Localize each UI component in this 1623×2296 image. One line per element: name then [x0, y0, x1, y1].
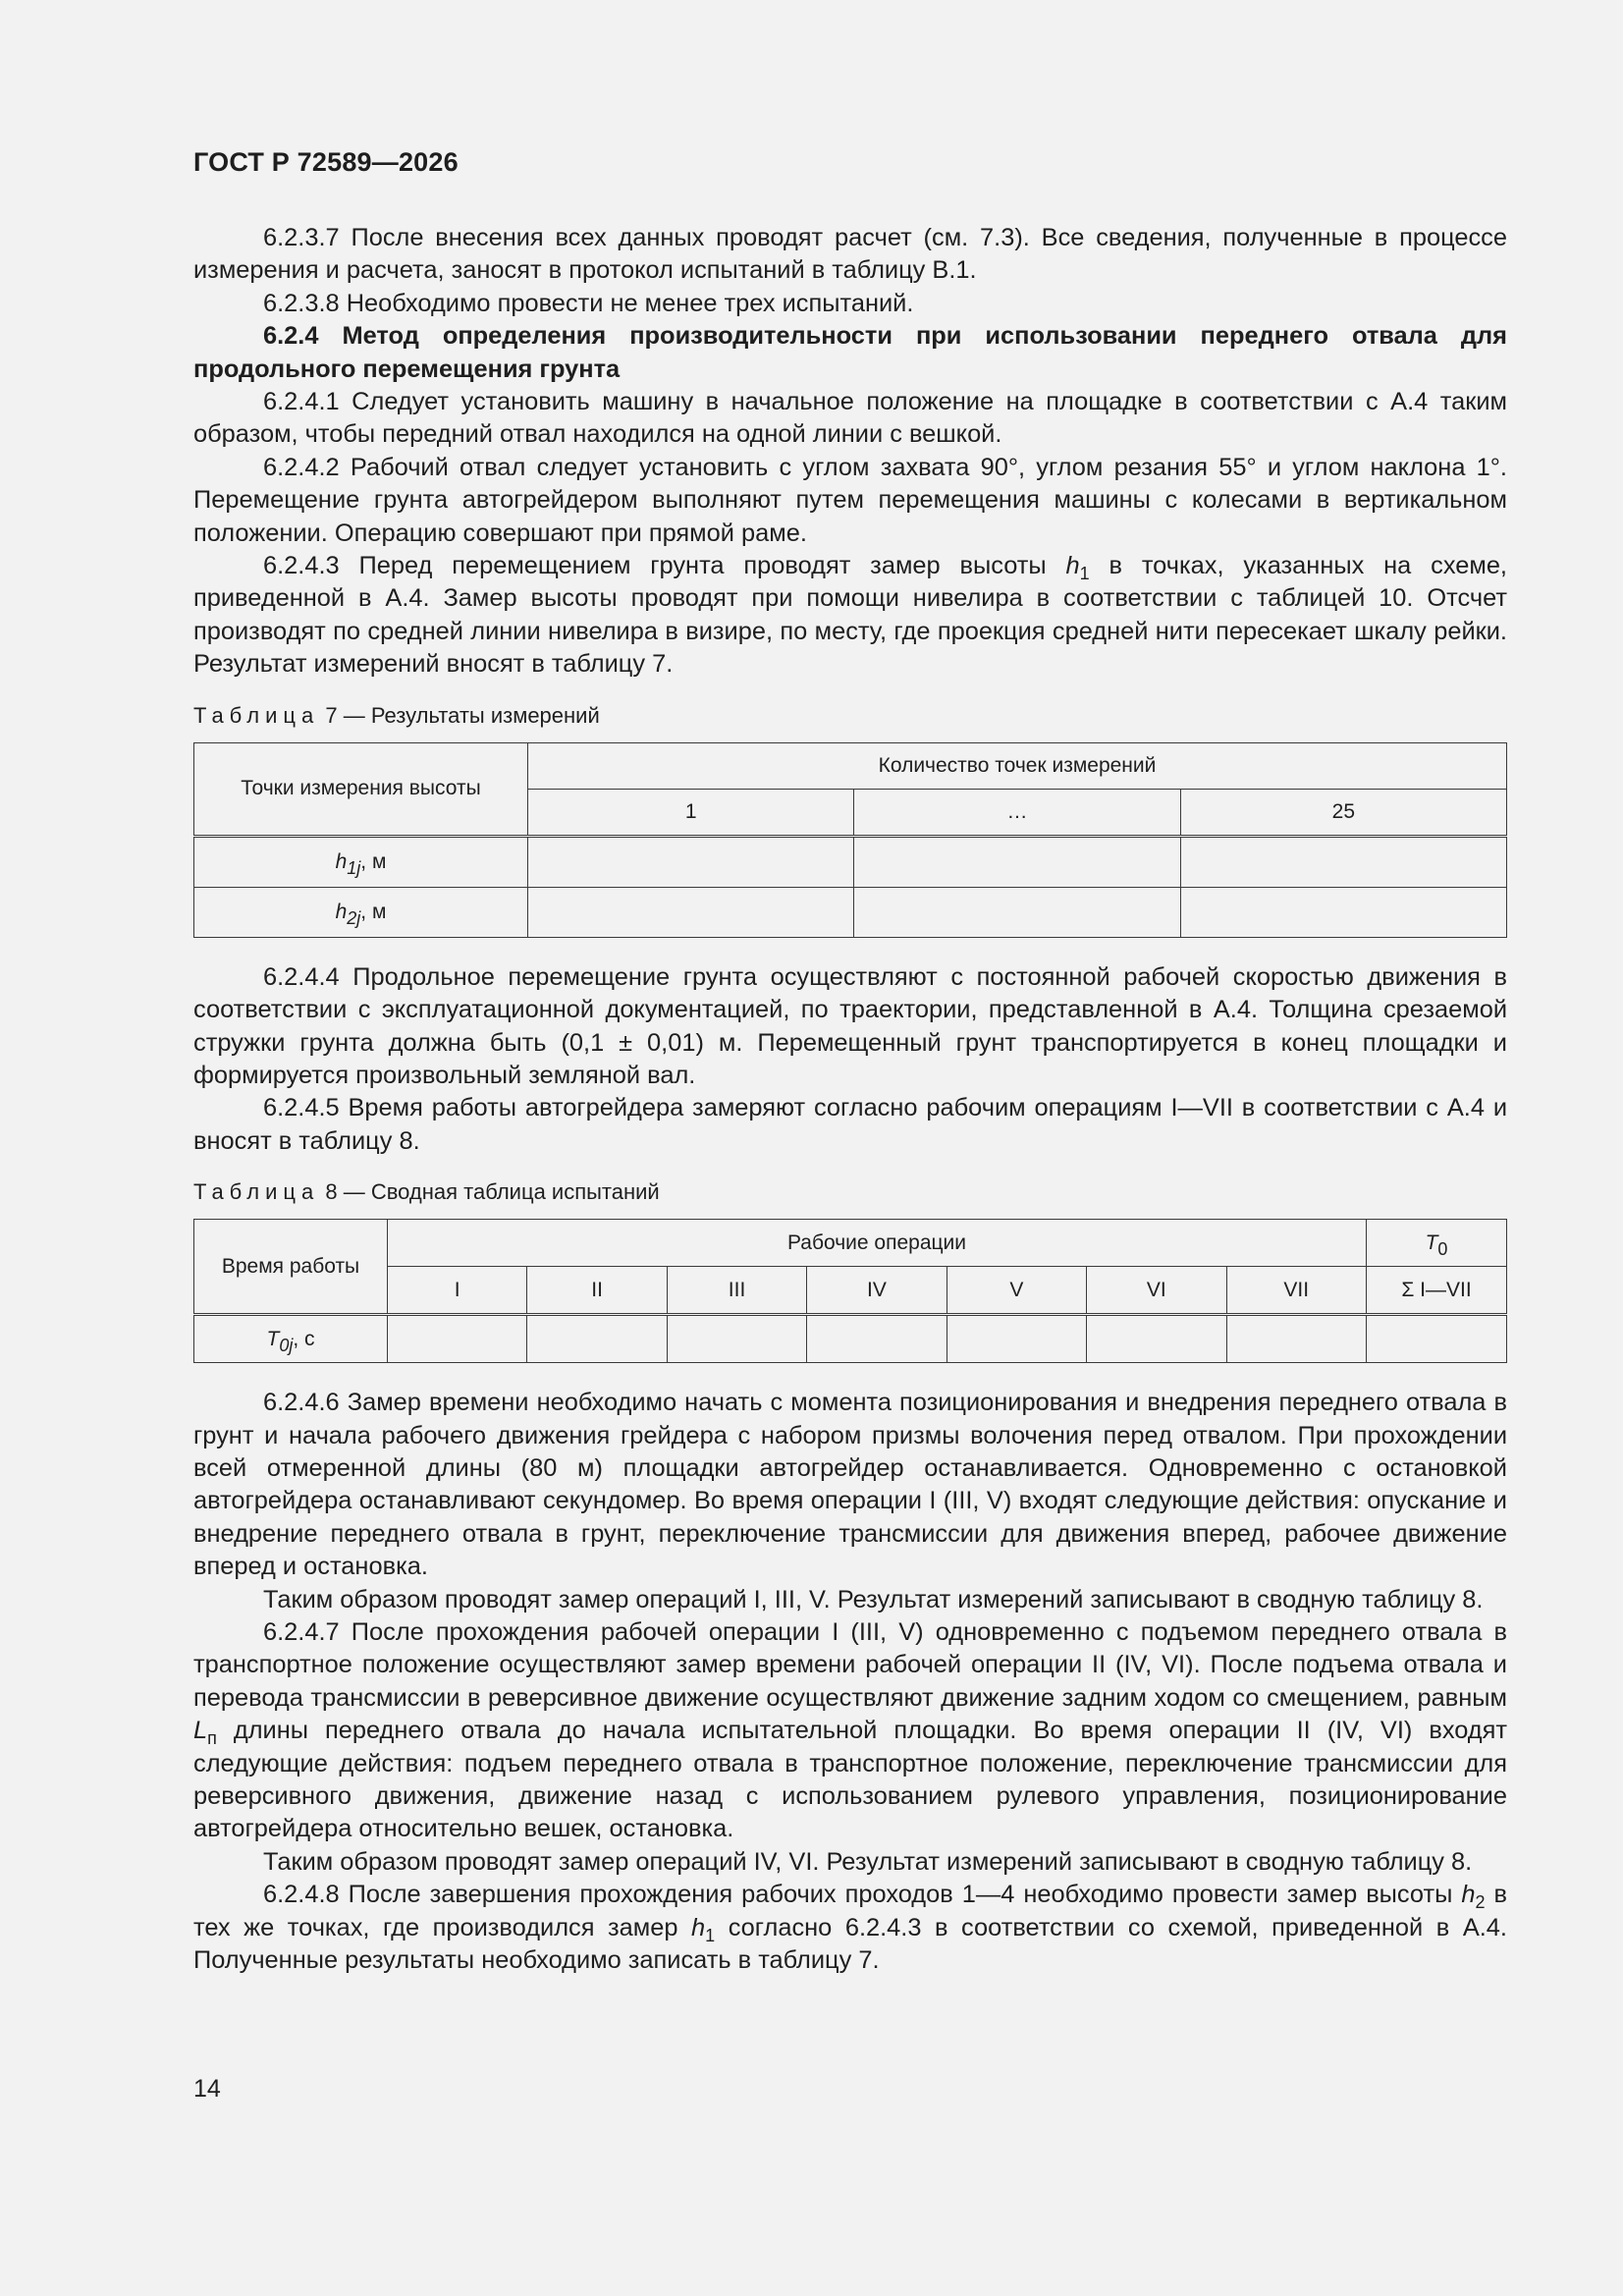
- table-cell: [1226, 1315, 1366, 1363]
- table-7-row-label: h2j, м: [194, 887, 528, 937]
- paragraph-6-2-4-2: 6.2.4.2 Рабочий отвал следует установить с углом захвата 90°, углом резания 55° и углом наклона 1°. Перемещение грунта автогрейдером выполняют путем перемещения машины с колесами в вертикальном положении. Операцию совершают при прямой раме.: [193, 453, 1507, 547]
- table-cell: [667, 1315, 806, 1363]
- paragraph-6-2-4-5: 6.2.4.5 Время работы автогрейдера замеряют согласно рабочим операциям I—VII в соответствии с А.4 и вносят в таблицу 8.: [193, 1094, 1507, 1155]
- paragraph-6-2-4-4: 6.2.4.4 Продольное перемещение грунта осуществляют с постоянной рабочей скоростью движения в соответствии с эксплуатационной документацией, по траектории, представленной в А.4. Толщина срезаемой стружки грунта должна быть (0,1 ± 0,01) м. Перемещенный грунт транспортируется в конец площадки и формируется произвольный земляной вал.: [193, 962, 1507, 1089]
- table-8-col-header: II: [527, 1267, 667, 1315]
- table-8-group-header: Рабочие операции: [388, 1220, 1367, 1267]
- paragraph-6-2-4-6: 6.2.4.6 Замер времени необходимо начать с момента позиционирования и внедрения переднего отвала в грунт и начала рабочего движения грейдера с набором призмы волочения перед отвалом. При прохождении всей отмеренной длины (80 м) площадки автогрейдер останавливается. Одновременно с остановкой автогрейдера останавливают секундомер. Во время операции I (III, V) входят следующие действия: опускание и внедрение переднего отвала в грунт, переключение трансмиссии для движения вперед, рабочее движение вперед и остановка.: [193, 1389, 1507, 1581]
- table-8-col-header: I: [388, 1267, 527, 1315]
- paragraph-6-2-3-8: 6.2.3.8 Необходимо провести не менее трех испытаний.: [263, 289, 914, 317]
- table-row: [194, 887, 1507, 937]
- page-content: [193, 222, 1507, 1977]
- page-number: 14: [193, 2075, 221, 2103]
- table-8-row-label: T0j, с: [194, 1315, 388, 1363]
- table-cell: [528, 836, 854, 887]
- table-8-col-header: VI: [1087, 1267, 1226, 1315]
- table-cell: [527, 1315, 667, 1363]
- table-8-row-header: Время работы: [194, 1220, 388, 1315]
- section-title-6-2-4: 6.2.4 Метод определения производительности при использовании переднего отвала для продольного перемещения грунта: [193, 322, 1507, 383]
- table-8-col-header: V: [947, 1267, 1086, 1315]
- table-8-caption: Таблица 8 — Сводная таблица испытаний: [193, 1179, 660, 1205]
- table-7-group-header: Количество точек измерений: [528, 742, 1507, 789]
- table-7-col-header: 1: [528, 789, 854, 836]
- table-cell: [1087, 1315, 1226, 1363]
- paragraph-6-2-4-3: 6.2.4.3 Перед перемещением грунта проводят замер высоты $h_1$ в точках, указанных на схеме, приведенной в А.4. Замер высоты проводят при помощи нивелира в соответствии с таблицей 10. Отсчет производят по средней линии нивелира в визире, по месту, где проекция средней нити пересекает шкалу рейки. Результат измерений вносят в таблицу 7.: [193, 552, 1507, 679]
- table-7-col-header: …: [854, 789, 1180, 836]
- table-row: [194, 836, 1507, 887]
- table-7: [193, 742, 1507, 938]
- table-8-total-col-header: Σ I—VII: [1367, 1267, 1507, 1315]
- paragraph-6-2-4-1: 6.2.4.1 Следует установить машину в начальное положение на площадке в соответствии с А.4 таким образом, чтобы передний отвал находился на одной линии с вешкой.: [193, 388, 1507, 449]
- table-cell: [807, 1315, 947, 1363]
- table-row: [194, 1315, 1507, 1363]
- table-cell: [947, 1315, 1086, 1363]
- table-cell: [854, 887, 1180, 937]
- table-8-col-header: VII: [1226, 1267, 1366, 1315]
- table-cell: [528, 887, 854, 937]
- table-7-caption: Таблица 7 — Результаты измерений: [193, 702, 600, 728]
- paragraph-summary-2: Таким образом проводят замер операций IV, VI. Результат измерений записывают в сводную таблицу 8.: [263, 1847, 1473, 1876]
- paragraph-6-2-3-7: 6.2.3.7 После внесения всех данных проводят расчет (см. 7.3). Все сведения, полученные в процессе измерения и расчета, заносят в протокол испытаний в таблицу В.1.: [193, 224, 1507, 285]
- paragraph-6-2-4-8: 6.2.4.8 После завершения прохождения рабочих проходов 1—4 необходимо провести замер высоты $h_2$ в тех же точках, где производился замер $h_1$ согласно 6.2.4.3 в соответствии со схемой, приведенной в А.4. Полученные результаты необходимо записать в таблицу 7.: [193, 1881, 1507, 1975]
- table-cell: [1180, 887, 1506, 937]
- paragraph-6-2-4-7: 6.2.4.7 После прохождения рабочей операции I (III, V) одновременно с подъемом переднего отвала в транспортное положение осуществляют замер времени рабочей операции II (IV, VI). После подъема отвала и перевода трансмиссии в реверсивное движение осуществляют движение задним ходом со смещением, равным $L_п$ длины переднего отвала до начала испытательной площадки. Во время операции II (IV, VI) входят следующие действия: подъем переднего отвала в транспортное положение, переключение трансмиссии для реверсивного движения, движение назад с использованием рулевого управления, позиционирование автогрейдера относительно вешек, остановка.: [193, 1617, 1507, 1843]
- table-8-col-header: III: [667, 1267, 806, 1315]
- table-cell: [1180, 836, 1506, 887]
- paragraph-summary-1: Таким образом проводят замер операций I, III, V. Результат измерений записывают в сводную таблицу 8.: [263, 1585, 1484, 1613]
- table-7-row-label: h1j, м: [194, 836, 528, 887]
- table-8: [193, 1219, 1507, 1363]
- table-7-row-header: Точки измерения высоты: [194, 742, 528, 836]
- table-cell: [1367, 1315, 1507, 1363]
- table-cell: [388, 1315, 527, 1363]
- table-8-col-header: IV: [807, 1267, 947, 1315]
- table-cell: [854, 836, 1180, 887]
- document-header: ГОСТ Р 72589—2026: [193, 147, 459, 177]
- table-7-col-header: 25: [1180, 789, 1506, 836]
- table-8-total-header: T0: [1367, 1220, 1507, 1267]
